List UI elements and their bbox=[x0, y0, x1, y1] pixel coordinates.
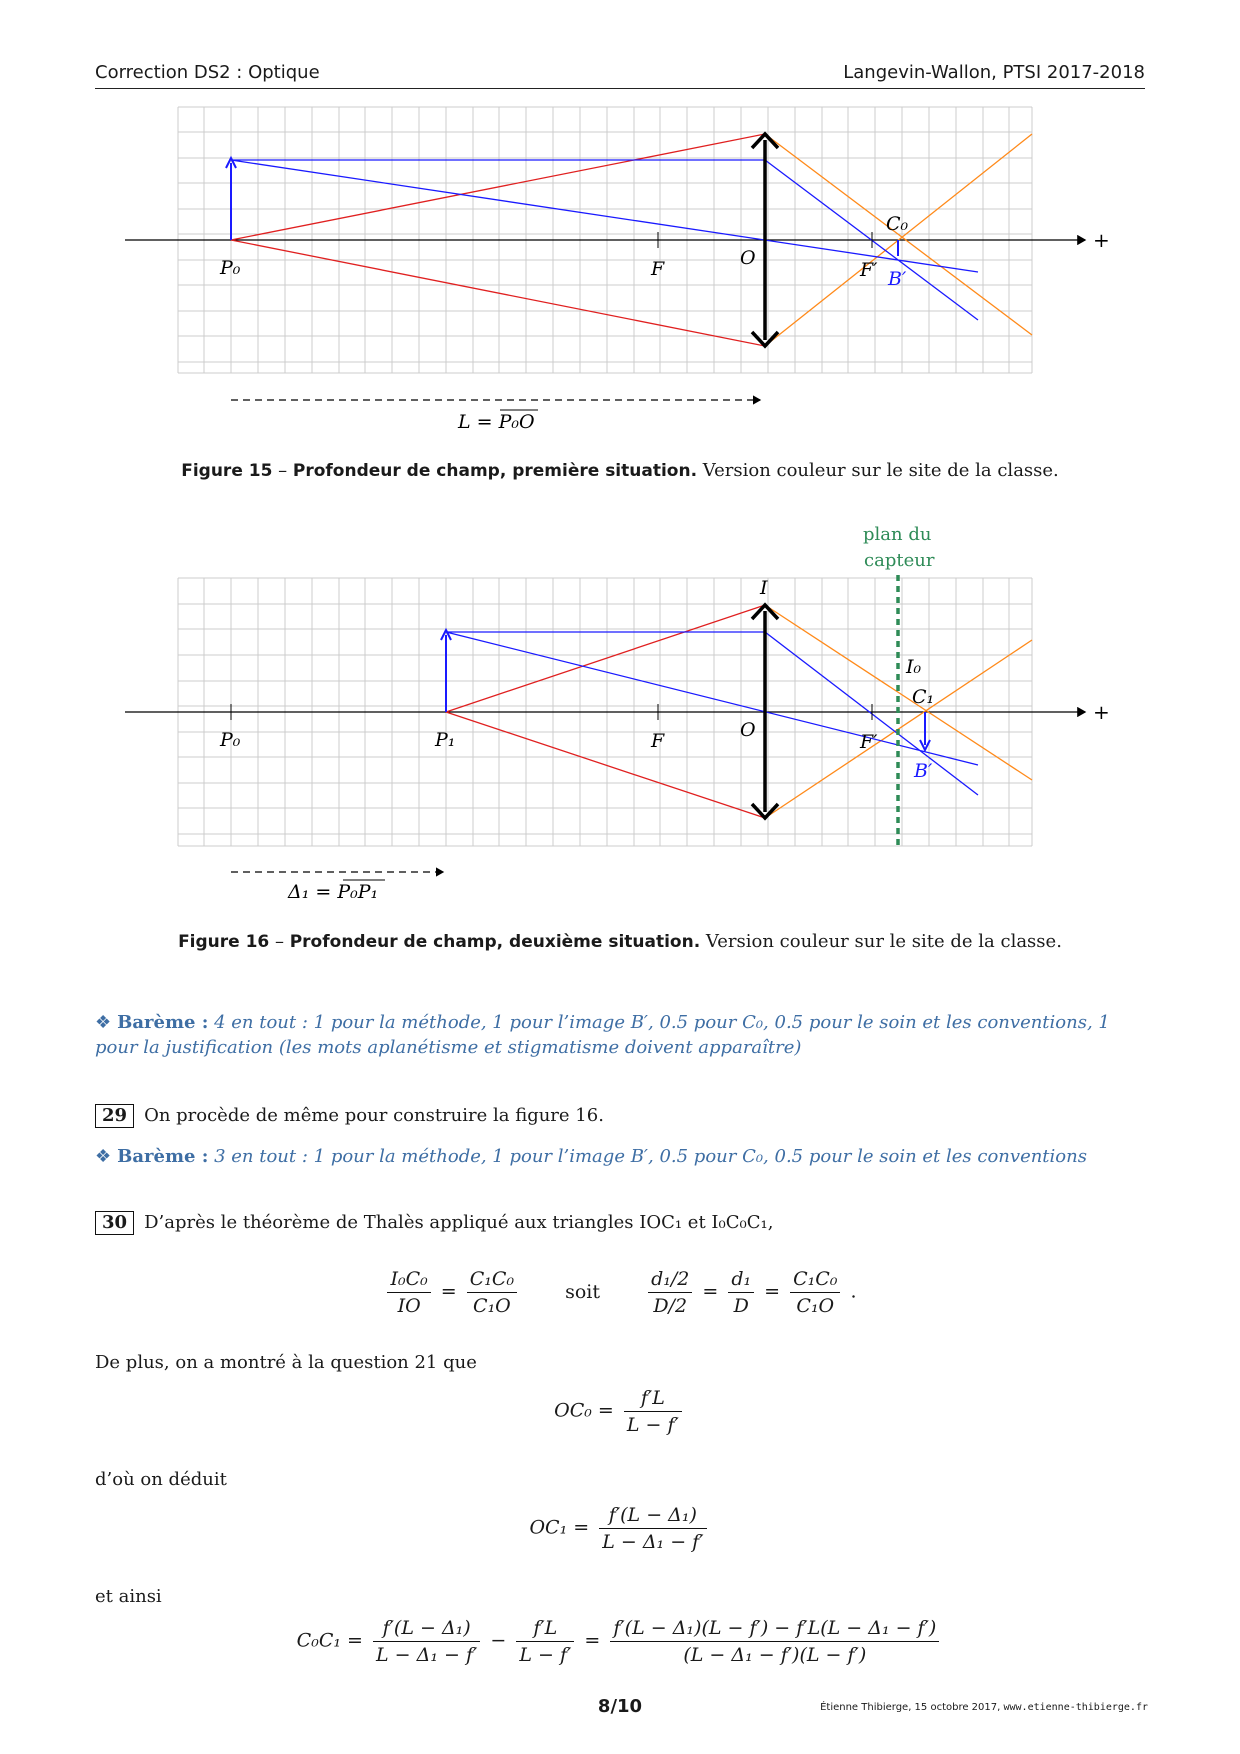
label-Bp: B′ bbox=[888, 268, 907, 290]
label-Fp-16: F′ bbox=[860, 731, 878, 753]
equation-OC1: OC₁ = $\frac{\text{f′(L − Δ₁)}}{\text{L − Δ₁ − f′}}$ bbox=[0, 1502, 1240, 1555]
header-right: Langevin-Wallon, PTSI 2017-2018 bbox=[843, 62, 1145, 83]
label-P0: P₀ bbox=[220, 257, 241, 279]
label-delta: Δ₁ = P₀P₁ bbox=[288, 881, 379, 903]
page-number: 8/10 bbox=[597, 1696, 643, 1717]
label-P1-16: P₁ bbox=[435, 729, 456, 751]
label-I0-16: I₀ bbox=[906, 656, 922, 678]
para-ainsi: et ainsi bbox=[95, 1586, 162, 1607]
question-30: 30 D’après le théorème de Thalès appliqué aux triangles IOC₁ et I₀C₀C₁, bbox=[95, 1210, 1150, 1235]
question-29: 29 On procède de même pour construire la figure 16. bbox=[95, 1103, 1150, 1128]
label-O-16: O bbox=[740, 719, 756, 741]
label-P0-16: P₀ bbox=[220, 729, 241, 751]
label-plus-16: + bbox=[1093, 700, 1110, 724]
equation-OC0: OC₀ = $\frac{f'L}{L - f'}$ bbox=[0, 1385, 1240, 1438]
figure-15 bbox=[0, 90, 1240, 450]
label-sensor-2: capteur bbox=[864, 550, 935, 571]
label-Bp-16: B′ bbox=[914, 760, 933, 782]
header-rule bbox=[95, 88, 1145, 89]
equation-C0C1: C₀C₁ = $\frac{\text{f′(L − Δ₁)}}{\text{L − Δ₁ − f′}}$ − $\frac{f'L}{L - f'}$ = $\frac{\text{f′(L − Δ₁)(L − f′) − f′L(L − Δ₁ − f′)}}{\text{(L − Δ₁ − f′)(L − f′)}}$ bbox=[0, 1615, 1240, 1668]
para-question-21: De plus, on a montré à la question 21 que bbox=[95, 1352, 477, 1373]
label-I-16: I bbox=[760, 577, 768, 599]
label-C0: C₀ bbox=[886, 213, 909, 235]
label-plus: + bbox=[1093, 228, 1110, 252]
caption-16: Figure 16 – Profondeur de champ, deuxième situation. Version couleur sur le site de la classe. bbox=[178, 931, 1062, 952]
figure-16 bbox=[0, 515, 1240, 910]
bareme-2: ❖ Barème : 3 en tout : 1 pour la méthode, 1 pour l’image B′, 0.5 pour C₀, 0.5 pour le soin et les conventions bbox=[95, 1146, 1087, 1167]
label-L: L = P₀O bbox=[458, 411, 535, 433]
label-O: O bbox=[740, 247, 756, 269]
label-F: F bbox=[651, 258, 665, 280]
question-number-29: 29 bbox=[95, 1104, 134, 1128]
footer-credit: Étienne Thibierge, 15 octobre 2017, www.etienne-thibierge.fr bbox=[820, 1702, 1148, 1713]
label-F-16: F bbox=[651, 730, 665, 752]
caption-15: Figure 15 – Profondeur de champ, première situation. Version couleur sur le site de la classe. bbox=[181, 460, 1059, 481]
header-left: Correction DS2 : Optique bbox=[95, 62, 320, 83]
question-number-30: 30 bbox=[95, 1211, 134, 1235]
bareme-1: ❖ Barème : 4 en tout : 1 pour la méthode, 1 pour l’image B′, 0.5 pour C₀, 0.5 pour le soin et les conventions, 1 pour la justification (les mots aplanétisme et stigmatisme doivent apparaître) bbox=[95, 1012, 1110, 1058]
label-Fp: F′ bbox=[860, 259, 878, 281]
equation-thales: $\frac{\text{I₀C₀}}{IO}$ = $\frac{\text{C₁C₀}}{\text{C₁O}}$ soit $\frac{\text{d₁/2}}{D/2}$ = $\frac{\text{d₁}}{D}$ = $\frac{\text{C₁C₀}}{\text{C₁O}}$ . bbox=[0, 1266, 1240, 1319]
para-deduit: d’où on déduit bbox=[95, 1469, 227, 1490]
label-C1-16: C₁ bbox=[912, 686, 935, 708]
label-sensor-1: plan du bbox=[863, 524, 932, 545]
